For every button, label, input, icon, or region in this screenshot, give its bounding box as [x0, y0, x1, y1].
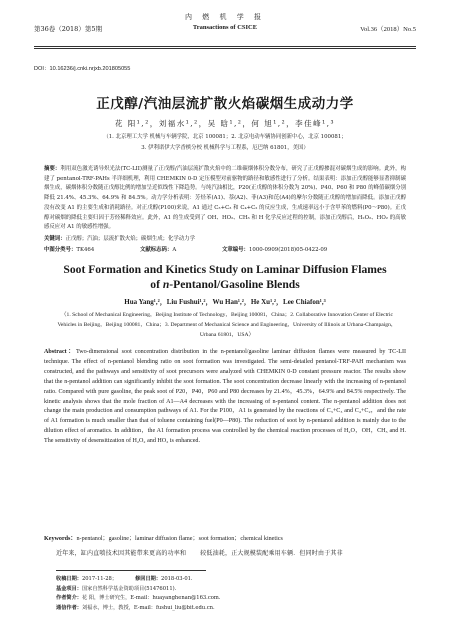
abstract-cn: [44, 165, 406, 233]
keywords-cn-text: 正戊醇；汽油；层流扩散火焰；碳烟生成；化学动力学: [65, 236, 195, 242]
header-rule-thin: [34, 48, 416, 49]
running-header: [34, 10, 416, 46]
paper-title-en-line2: of n-Pentanol/Gasoline Blends: [150, 278, 300, 291]
affiliation-cn-line: （1. 北京理工大学 机械与车辆学院，北京 100081；2. 北京电动车辆协同创新中心，北京 100081；: [103, 134, 347, 140]
authors-cn: 花 阳¹,²，刘福水¹,²，吴 晗¹,²，何 旭¹,²，李佳峰¹,³: [114, 119, 336, 128]
article-number: 文章编号：1000-0909(2018)05-0422-09: [221, 247, 328, 253]
keywords-cn-label: 关键词：: [44, 236, 66, 242]
keywords-en-text: n-pentanol；gasoline；laminar diffusion flame；soot formation；chemical kinetics: [76, 536, 283, 542]
affiliation-cn: [40, 132, 410, 154]
body-column-right: 较低油耗，正大规模装配乘用车辆．但同时由于其非: [200, 550, 343, 557]
journal-volume-left: 第36卷（2018）第5期: [34, 25, 102, 33]
footnote-corresponding: 通信作者：刘福水，博士，教授，E-mail：fushui_liu@bit.edu.cn.: [56, 604, 215, 611]
footnote-fund: 基金项目：国家自然科学基金资助项目(51476011).: [56, 585, 177, 592]
journal-volume-right: Vol.36（2018）No.5: [360, 26, 416, 33]
document-code: 文献标志码：A: [140, 247, 177, 253]
authors-en: Hua Yang¹,²，Liu Fushui¹,²，Wu Han¹,²，He Xu¹,²，Lee Chiafon¹,³: [124, 298, 326, 306]
affiliation-cn-line: 3. 伊利诺伊大学香槟分校 机械科学与工程系，厄巴纳 61801，美国）: [141, 145, 309, 151]
header-rule: [34, 46, 416, 47]
keywords-en-label: Keywords：: [44, 536, 77, 542]
footnotes: [56, 575, 410, 613]
affiliation-en: （1. School of Mechanical Engineering，Beijing Institute of Technology，Beijing 100081，China；2. Collaborative Innovation Center of Electric Vehicles in Beijing，Beijing 100081，China；3. Department of Mechanical Science and Engineering，University of Illinois at Urbana-Champaign，Urbana 61801，USA）: [57, 312, 397, 338]
paper-title-cn: 正戊醇/汽油层流扩散火焰碳烟生成动力学: [96, 96, 354, 112]
journal-title: [34, 12, 416, 31]
paper-title-en-line1: Soot Formation and Kinetics Study on Laminar Diffusion Flames: [63, 263, 387, 276]
footnote-rule: [56, 570, 206, 571]
keywords-en: [44, 533, 406, 542]
journal-title-en: Transactions of CSICE: [192, 24, 258, 31]
classification-line: [44, 245, 406, 253]
journal-title-cn: 内 燃 机 学 报: [185, 13, 265, 21]
paper-title-en: [0, 262, 450, 292]
footnote-dates: 收稿日期：2017-11-28； 修回日期：2018-03-01.: [56, 576, 193, 582]
keywords-cn: [44, 234, 406, 242]
abstract-cn-label: 摘要：: [44, 166, 61, 172]
abstract-cn-text: 利用双色激光诱导炽光法(TC-LII)测量了正戊醇/汽油层流扩散火焰中的二维碳烟体积分数分布，研究了正戊醇掺混对碳烟生成的影响。此外，构建了 pentanol-TRF-PAHs 半详细机理，利用 CHEMKIN 0-D 定压模型对前驱物的路径和敏感性进行了分析。结果表明：添加正戊醇能够显著抑制碳烟生成，碳烟体积分数随正戊醇比例的增加呈近似线性下降趋势。与纯汽油相比，P20(正戊醇的体积分数为 20%)、P40、P60 和 P80 的峰值碳烟分别降低 21.4%、45.3%、64.9% 和 84.5%。动力学分析表明：芳烃苯(A1)、萘(A2)、菲(A3)和芘(A4)的摩尔分数随正戊醇的增加而降低。添加正戊醇没有改变 A1 的主要生成和消耗路径。对正戊醇(P100)来说，A1 通过 C₃+C₃ 和 C₄+C₂ 的反应生成，生成速率远小于含甲苯的燃料(P0～P80)。正戊醇对碳烟的降低主要归因于芳烃稀释效应。此外，A1 的生成受到了 OH、HO₂、CH₃ 和 H 化学反应过程的控制，添加正戊醇后，H₂O₂、HO₂ 的高敏感反应对 A1 的敏感性增强。: [44, 166, 406, 231]
doi: DOI：10.16236/j.cnki.nrjxb.201805055: [34, 66, 131, 72]
clc-number: 中图分类号：TK464: [44, 247, 95, 253]
abstract-en-text: Two-dimensional soot concentration distribution in the n-pentanol/gasoline laminar diffusion flames were measured by TC-LII technique. The effect of n-pentanol blending ratio on soot formation was investigated. The semi-detailed pentanol-TRF-PAH mechanism was constructed, and the pathways and sensitivity of soot precursors were analyzed with CHEMKIN 0-D constant pressure reactor. The results show that the n-pentanol addition can significantly inhibit the soot formation. The soot concentration decrease linearly with the increasing of n-pentanol ratio. Compared with pure gasoline, the peak soot of P20，P40，P60 and P80 decreases by 21.4%，45.3%，64.9% and 84.5% respectively. The kinetic analysis shows that the mole fraction of A1—A4 decreases with the increasing of n-pentanol content. The n-pentanol addition does not change the main production and consumption pathways of A1. For the P100，A1 is generated by the reactions of C₃+C₃ and C₄+C₂，and the rate of A1 formation is much smaller than that of toluene containing fuel(P0—P80). The reduction of soot by n-pentanol addition is mainly due to the dilution effect of aromatics. In addition，the A1 formation process was controlled by the chemical reaction processes of H₂O，OH，CH₃ and H. The sensitivity of desensitization of H₂O₂ and HO₂ is enhanced.: [44, 349, 406, 445]
body-text-start: [56, 548, 412, 557]
footnote-author: 作者简介：花 阳，博士研究生，E-mail：huayanghenan@163.com.: [56, 595, 221, 602]
abstract-en-label: Abstract：: [44, 349, 76, 355]
abstract-en: [44, 348, 406, 447]
body-column-left: 近年来，缸内直喷技术因其能带来更高的功率和: [56, 550, 187, 557]
